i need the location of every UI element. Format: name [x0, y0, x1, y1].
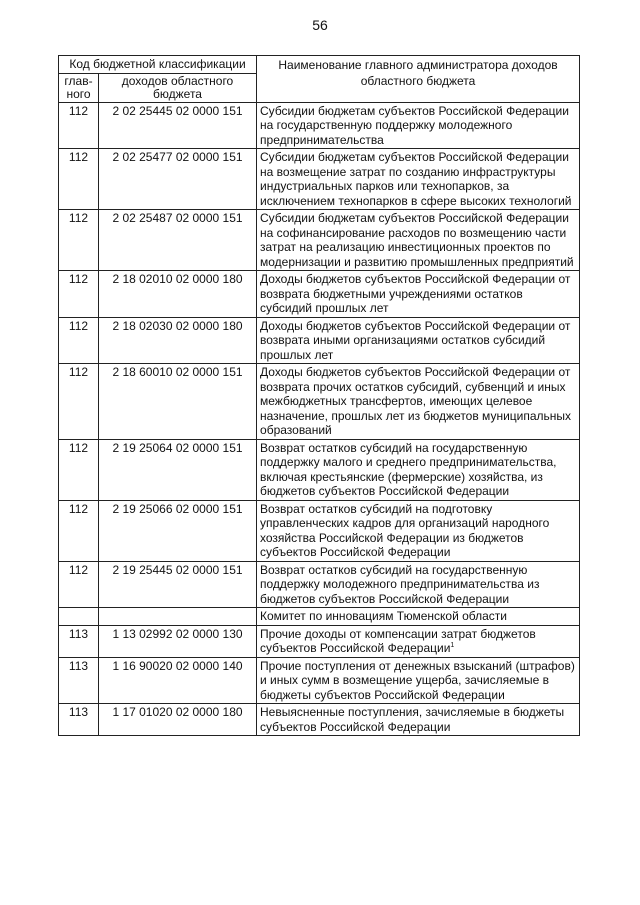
income-name-text: Доходы бюджетов субъектов Российской Федерации от возврата бюджетными учреждениями остатков субсидий прошлых лет	[260, 272, 571, 315]
admin-code-cell: 112	[59, 439, 99, 500]
table-body	[59, 102, 580, 736]
table-row	[59, 625, 580, 657]
header-regional-income: доходов областного бюджета	[99, 73, 257, 102]
table-row	[59, 704, 580, 736]
table-row	[59, 657, 580, 704]
income-name-text: Доходы бюджетов субъектов Российской Федерации от возврата прочих остатков субсидий, субвенций и иных межбюджетных трансфертов, имеющих целевое назначение, прошлых лет из бюджетов муниципальных образований	[260, 365, 572, 437]
admin-code-cell: 113	[59, 704, 99, 736]
income-name-text: Возврат остатков субсидий на государственную поддержку малого и среднего предпринимательства, включая крестьянские (фермерские) хозяйства, из бюджетов субъектов Российской Федерации	[260, 440, 557, 498]
income-name-cell	[257, 500, 580, 561]
income-name-text: Возврат остатков субсидий на подготовку управленческих кадров для организаций народного хозяйства Российской Федерации из бюджетов субъектов Российской Федерации	[260, 501, 550, 559]
header-administrator-name: Наименование главного администратора доходов областного бюджета	[257, 56, 580, 103]
table-row	[59, 149, 580, 210]
income-name-cell	[257, 149, 580, 210]
table-row	[59, 364, 580, 440]
admin-code-cell: 112	[59, 271, 99, 318]
income-name-cell	[257, 439, 580, 500]
income-name-text: Субсидии бюджетам субъектов Российской Федерации на софинансирование расходов по возмещению части затрат на реализацию инвестиционных проектов по модернизации и развитию промышленных предприятий	[260, 211, 574, 269]
header-classification-group: Код бюджетной классификации	[59, 56, 257, 74]
income-code-cell: 1 17 01020 02 0000 180	[99, 704, 257, 736]
income-name-cell	[257, 210, 580, 271]
income-code-cell: 1 16 90020 02 0000 140	[99, 657, 257, 704]
admin-code-cell: 112	[59, 364, 99, 440]
income-name-text: Доходы бюджетов субъектов Российской Федерации от возврата иными организациями остатков субсидий прошлых лет	[260, 318, 571, 362]
income-name-cell	[257, 625, 580, 657]
admin-code-cell: 112	[59, 317, 99, 364]
income-code-cell: 2 19 25445 02 0000 151	[99, 561, 257, 608]
section-title: Комитет по инновациям Тюменской области	[257, 608, 580, 626]
income-name-cell	[257, 561, 580, 608]
income-name-cell	[257, 317, 580, 364]
income-name-text: Невыясненные поступления, зачисляемые в бюджеты субъектов Российской Федерации	[260, 705, 565, 734]
table-row	[59, 439, 580, 500]
income-code-cell: 2 02 25445 02 0000 151	[99, 102, 257, 149]
income-name-cell	[257, 102, 580, 149]
table-row	[59, 561, 580, 608]
admin-code-cell: 113	[59, 657, 99, 704]
section-row	[59, 608, 580, 626]
income-name-cell	[257, 657, 580, 704]
table-row	[59, 500, 580, 561]
income-code-cell: 2 02 25487 02 0000 151	[99, 210, 257, 271]
income-code-cell: 2 18 02030 02 0000 180	[99, 317, 257, 364]
income-code-cell: 2 18 60010 02 0000 151	[99, 364, 257, 440]
table-row	[59, 102, 580, 149]
table-row	[59, 210, 580, 271]
section-empty-cell	[99, 608, 257, 626]
section-empty-cell	[59, 608, 99, 626]
income-name-text: Субсидии бюджетам субъектов Российской Федерации на возмещение затрат по созданию инфраструктуры индустриальных парков или технопарков, за исключением технопарков в сфере высоких технологий	[260, 150, 572, 208]
income-name-text: Субсидии бюджетам субъектов Российской Федерации на государственную поддержку молодежного предпринимательства	[260, 103, 569, 147]
admin-code-cell: 112	[59, 102, 99, 149]
table-row	[59, 317, 580, 364]
admin-code-cell: 113	[59, 625, 99, 657]
income-code-cell: 2 19 25066 02 0000 151	[99, 500, 257, 561]
income-name-text: Прочие доходы от компенсации затрат бюджетов субъектов Российской Федерации	[260, 626, 536, 655]
income-code-cell: 2 18 02010 02 0000 180	[99, 271, 257, 318]
table-header	[59, 56, 580, 103]
page-number: 56	[312, 17, 328, 33]
header-main-administrator: глав- ного	[59, 73, 99, 102]
income-name-text: Возврат остатков субсидий на государственную поддержку молодежного предпринимательства из бюджетов субъектов Российской Федерации	[260, 562, 540, 606]
admin-code-cell: 112	[59, 500, 99, 561]
admin-code-cell: 112	[59, 149, 99, 210]
admin-code-cell: 112	[59, 210, 99, 271]
budget-classification-table	[58, 55, 580, 736]
income-name-text: Прочие поступления от денежных взысканий (штрафов) и иных сумм в возмещение ущерба, зачисляемые в бюджеты субъектов Российской Федерации	[260, 658, 575, 702]
income-name-cell	[257, 364, 580, 440]
table-row	[59, 271, 580, 318]
income-code-cell: 2 19 25064 02 0000 151	[99, 439, 257, 500]
income-code-cell: 1 13 02992 02 0000 130	[99, 625, 257, 657]
admin-code-cell: 112	[59, 561, 99, 608]
income-name-cell	[257, 271, 580, 318]
income-name-cell	[257, 704, 580, 736]
income-code-cell: 2 02 25477 02 0000 151	[99, 149, 257, 210]
footnote-marker: 1	[450, 642, 455, 649]
